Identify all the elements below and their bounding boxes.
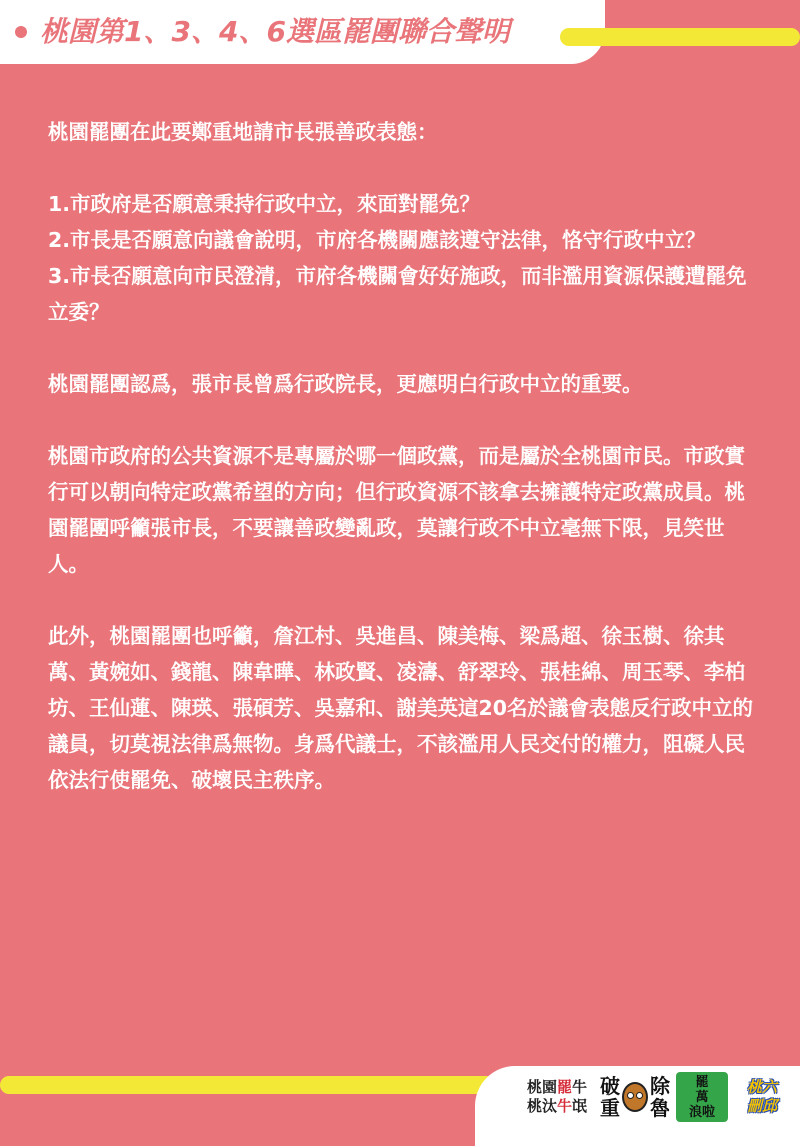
statement-paragraph-2: 桃園市政府的公共資源不是專屬於哪一個政黨，而是屬於全桃園市民。市政實行可以朝向特定政黨希望的方向；但行政資源不該拿去擁護特定政黨成員。桃園罷團呼籲張市長，不要讓善政變亂政，莫讓行政不中立毫無下限，見笑世人。 (48, 444, 745, 576)
statement-body (48, 114, 760, 834)
logo-2-text: 破 (600, 1074, 620, 1098)
logo-1-line-1 (527, 1078, 587, 1097)
logo-po-chong-chu-lu (600, 1072, 670, 1122)
logo-1-accent: 牛 (556, 1097, 572, 1115)
logo-1-text: 氓 (572, 1097, 588, 1115)
question-item-2: 2.市長是否願意向議會說明，市府各機關應該遵守法律，恪守行政中立？ (48, 228, 706, 252)
page-title: 桃園第1、3、4、6選區罷團聯合聲明 (40, 15, 510, 48)
logo-3-text: 罷 (695, 1074, 709, 1090)
logo-1-text: 桃園 (526, 1078, 557, 1096)
footer-highlight-strip (0, 1076, 495, 1094)
mascot-face-icon (622, 1082, 648, 1112)
logo-2-left (600, 1075, 620, 1119)
question-list (48, 186, 760, 330)
logo-1-line-2 (527, 1097, 587, 1116)
logo-2-text: 除 (650, 1074, 670, 1098)
question-item-3: 3.市長否願意向市民澄清，市府各機關會好好施政，而非濫用資源保護遭罷免立委？ (48, 264, 747, 324)
logo-4-text: 刪邱 (746, 1097, 777, 1115)
logo-wan-ba-lang (676, 1072, 728, 1122)
logo-3-text: 萬 (695, 1089, 709, 1105)
logo-tao-liu-shan-qiu (736, 1072, 788, 1122)
statement-paragraph-1: 桃園罷團認爲，張市長曾爲行政院長，更應明白行政中立的重要。 (48, 372, 643, 396)
logo-1-text: 桃汰 (526, 1097, 557, 1115)
statement-intro: 桃園罷團在此要鄭重地請市長張善政表態： (48, 120, 438, 144)
logo-taoyuan-recall-niu (518, 1072, 596, 1122)
question-item-1: 1.市政府是否願意秉持行政中立，來面對罷免？ (48, 192, 481, 216)
logo-1-accent: 罷 (556, 1078, 572, 1096)
logo-2-right (650, 1075, 670, 1119)
logo-4-text: 桃六 (746, 1078, 777, 1096)
title-banner (0, 0, 605, 64)
statement-paragraph-3: 此外，桃園罷團也呼籲，詹江村、吳進昌、陳美梅、梁爲超、徐玉樹、徐其萬、黃婉如、錢龍、陳韋曄、林政賢、凌濤、舒翠玲、張桂綿、周玉琴、李柏坊、王仙蓮、陳瑛、張碩芳、吳嘉和、謝美英這20名於議會表態反行政中立的議員，切莫視法律爲無物。身爲代議士，不該濫用人民交付的權力，阻礙人民依法行使罷免、破壞民主秩序。 (48, 624, 754, 792)
logo-2-text: 魯 (650, 1096, 670, 1120)
logo-1-text: 牛 (572, 1078, 588, 1096)
header-highlight-strip (560, 28, 800, 46)
logo-3-text: 浪啦 (688, 1104, 715, 1120)
logo-2-text: 重 (600, 1096, 620, 1120)
bullet-dot-icon (15, 26, 27, 38)
